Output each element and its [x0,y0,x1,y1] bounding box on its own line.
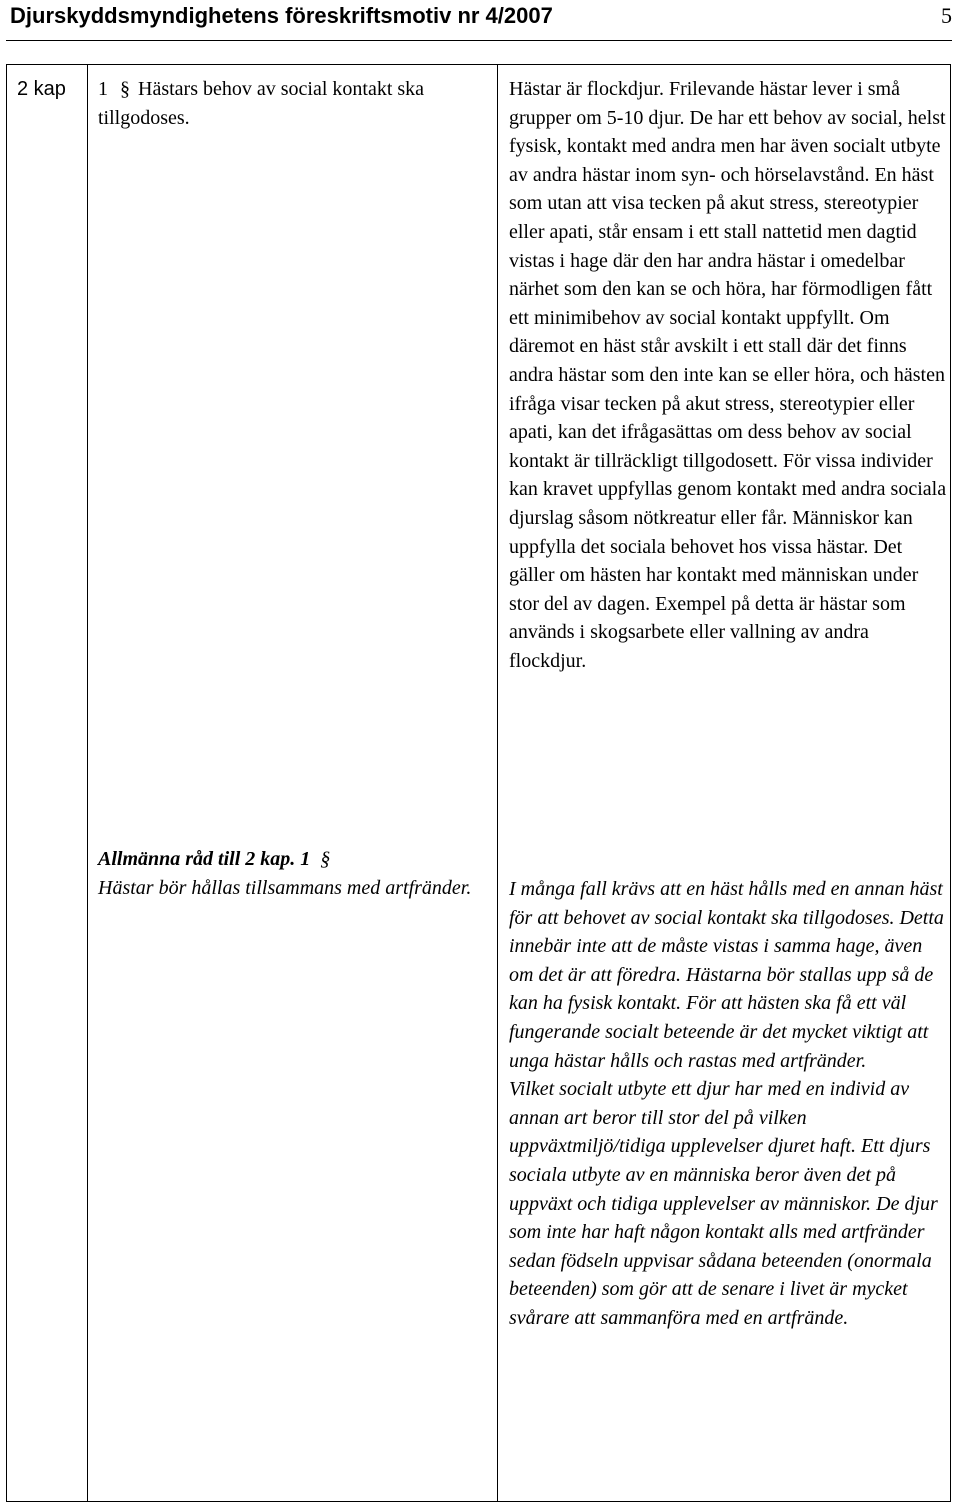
page-number: 5 [941,3,952,28]
regulation-table [6,64,951,1502]
column-divider-1 [87,65,88,1501]
advice-motive-paragraph-2: Vilket socialt utbyte ett djur har med en individ av annan art beror till stor del på vilken uppväxtmiljö/tidiga upplevelser djuret haft. Ett djurs sociala utbyte av en människa beror även det på uppväxt och tidiga upplevelser av människor. De djur som inte har haft någon kontakt alls med artfränder sedan födseln uppvisar sådana beteenden (onormala beteenden) som gör att de senare i livet är mycket svårare att sammanföra med en artfrände. [509,1078,938,1329]
general-advice-heading: Allmänna råd till 2 kap. 1 § [98,848,331,870]
general-advice-text: Hästar bör hållas tillsammans med artfränder. [98,877,472,899]
section-symbol: § [320,848,331,870]
section-symbol: § [120,78,130,100]
advice-motive [509,875,949,1333]
advice-motive-paragraph-1: I många fall krävs att en häst hålls med en annan häst för att behovet av social kontakt ska tillgodoses. Detta innebär inte att de måste vistas i samma hage, även om det är att föredra. Hästarna bör stallas upp så de kan ha fysisk kontakt. För att hästen ska få ett väl fungerande socialt beteende är det mycket viktigt att unga hästar hålls och rastas med artfränder. [509,878,944,1072]
paragraph-number: 1 [98,78,108,100]
column-divider-2 [497,65,498,1501]
page-header [10,2,952,32]
header-divider [6,40,952,41]
chapter-label: 2 kap [17,78,66,100]
motive-text: Hästar är flockdjur. Frilevande hästar lever i små grupper om 5-10 djur. De har ett behov av social, helst fysisk, kontakt med andra men har även socialt utbyte av andra hästar inom syn- och hörselavstånd. En häst som utan att visa tecken på akut stress, stereotypier eller apati, står ensam i ett stall nattetid men dagtid vistas i hage där den har andra hästar i omedelbar närhet som den kan se och höra, har förmodligen fått ett minimibehov av social kontakt uppfyllt. Om däremot en häst står avskilt i ett stall där det finns andra hästar som den inte kan se eller höra, och hästen ifråga visar tecken på akut stress, stereotypier eller apati, kan det ifrågasättas om dess behov av social kontakt är tillräckligt tillgodosett. För vissa individer kan kravet uppfyllas genom kontakt med andra sociala djurslag såsom nötkreatur eller får. Människor kan uppfylla det sociala behovet hos vissa hästar. Det gäller om hästen har kontakt med människan under stor del av dagen. Exempel på detta är hästar som används i skogsarbete eller vallning av andra flockdjur. [509,78,947,672]
paragraph-text: Hästars behov av social kontakt ska tillgodoses. [98,78,425,129]
document-title: Djurskyddsmyndighetens föreskriftsmotiv nr 4/2007 [10,3,553,28]
paragraph-cell [98,75,478,132]
